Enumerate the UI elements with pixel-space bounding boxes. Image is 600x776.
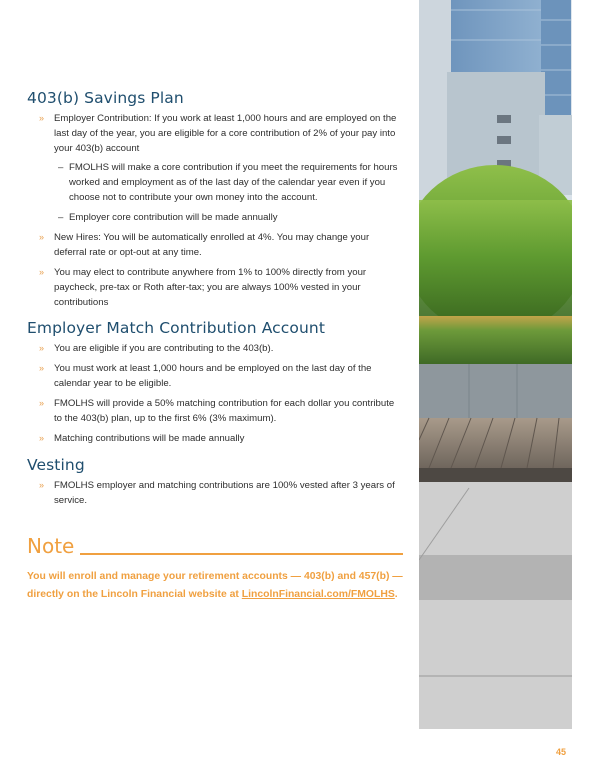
photo-illustration (419, 0, 572, 729)
dash-icon: – (58, 162, 64, 173)
main-content (27, 89, 402, 513)
bullet-text: You may elect to contribute anywhere from 1% to 100% directly from your paycheck, pre-tax or Roth after-tax; you are always 100% vested in your contributions (54, 267, 367, 308)
list-item (27, 341, 402, 356)
note-body (27, 568, 407, 604)
section-heading: 403(b) Savings Plan (27, 89, 184, 107)
list-item (27, 111, 402, 225)
bullet-chevron-icon: » (39, 480, 45, 490)
list-item (27, 431, 402, 446)
bullet-text: You are eligible if you are contributing to the 403(b). (54, 343, 274, 354)
section-heading: Vesting (27, 456, 85, 474)
decorative-photo-building-garden (419, 0, 572, 729)
bullet-text: FMOLHS employer and matching contributions are 100% vested after 3 years of service. (54, 480, 395, 506)
bullet-chevron-icon: » (39, 267, 45, 277)
bullet-chevron-icon: » (39, 433, 45, 443)
bullet-text: Matching contributions will be made annually (54, 433, 245, 444)
sub-list-item (59, 210, 402, 225)
page-number: 45 (556, 747, 567, 757)
bullet-chevron-icon: » (39, 232, 45, 242)
bullet-chevron-icon: » (39, 343, 45, 353)
bullet-text: Employer Contribution: If you work at least 1,000 hours and are employed on the last day of the year, you are eligible for a core contribution of 2% of your pay into your 403(b) account (54, 113, 397, 154)
bullet-text: New Hires: You will be automatically enrolled at 4%. You may change your deferral rate or opt-out at any time. (54, 232, 370, 258)
bullet-text: You must work at least 1,000 hours and be employed on the last day of the calendar year to be eligible. (54, 363, 372, 389)
list-item (27, 396, 402, 426)
section-403b-savings-plan (27, 89, 402, 310)
section-vesting (27, 456, 402, 508)
section-employer-match (27, 319, 402, 446)
dash-icon: – (58, 212, 64, 223)
bullet-chevron-icon: » (39, 113, 45, 123)
note-callout (27, 534, 407, 604)
sub-item-text: FMOLHS will make a core contribution if you meet the requirements for hours worked and employment as of the last day of the calendar year even if you choose not to contribute your own money into the account. (69, 162, 398, 203)
list-item (27, 230, 402, 260)
note-title: Note (27, 534, 75, 558)
bullet-chevron-icon: » (39, 363, 45, 373)
lincoln-financial-link[interactable]: LincolnFinancial.com/FMOLHS (241, 589, 395, 600)
sub-item-text: Employer core contribution will be made annually (69, 212, 278, 223)
section-heading: Employer Match Contribution Account (27, 319, 325, 337)
bullet-text: FMOLHS will provide a 50% matching contribution for each dollar you contribute to the 403(b) plan, up to the first 6% (3% maximum). (54, 398, 395, 424)
note-suffix: . (394, 589, 398, 600)
sub-list-item (59, 160, 402, 205)
note-divider (80, 553, 403, 555)
list-item (27, 265, 402, 310)
note-text: You will enroll and manage your retirement accounts — 403(b) and 457(b) — directly on the Lincoln Financial website at (27, 571, 403, 600)
list-item (27, 478, 402, 508)
list-item (27, 361, 402, 391)
bullet-chevron-icon: » (39, 398, 45, 408)
